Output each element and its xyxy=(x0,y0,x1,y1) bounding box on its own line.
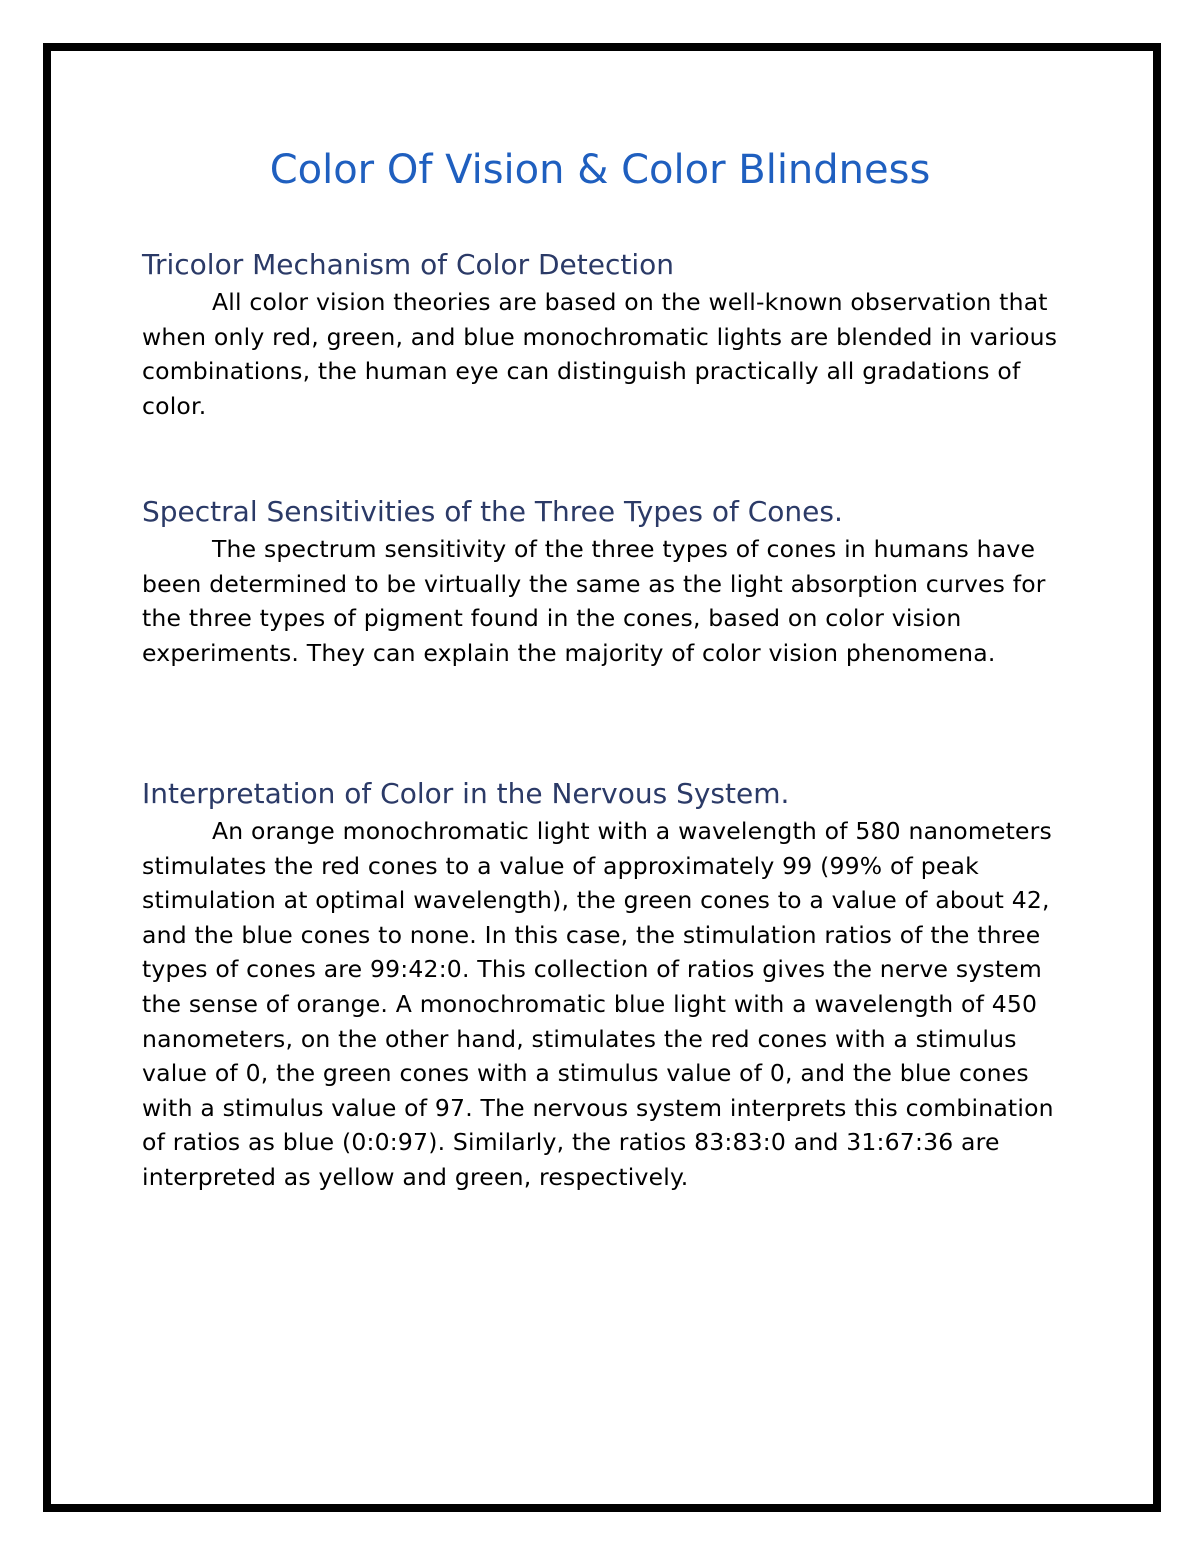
section-body: All color vision theories are based on the well-known observation that when only red, green, and blue monochromatic lights are blended in various combinations, the human eye can distinguish practically all gradations of color. xyxy=(142,288,1058,420)
section-color-interpretation xyxy=(142,774,1062,1195)
section-heading: Tricolor Mechanism of Color Detection xyxy=(142,248,675,281)
section-heading: Interpretation of Color in the Nervous System. xyxy=(142,777,790,810)
section-spectral-sensitivities xyxy=(142,492,1062,670)
section-heading: Spectral Sensitivities of the Three Types of Cones. xyxy=(142,495,843,528)
section-tricolor-mechanism xyxy=(142,245,1062,423)
document-title: Color Of Vision & Color Blindness xyxy=(269,147,931,193)
section-body: The spectrum sensitivity of the three types of cones in humans have been determined to be virtually the same as the light absorption curves for the three types of pigment found in the cones, based on color vision experiments. They can explain the majority of color vision phenomena. xyxy=(142,535,1046,667)
section-body: An orange monochromatic light with a wavelength of 580 nanometers stimulates the red cones to a value of approximately 99 (99% of peak stimulation at optimal wavelength), the green cones to a value of about 42, and the blue cones to none. In this case, the stimulation ratios of the three types of cones are 99:42:0. This collection of ratios gives the nerve system the sense of orange. A monochromatic blue light with a wavelength of 450 nanometers, on the other hand, stimulates the red cones with a stimulus value of 0, the green cones with a stimulus value of 0, and the blue cones with a stimulus value of 97. The nervous system interprets this combination of ratios as blue (0:0:97). Similarly, the ratios 83:83:0 and 31:67:36 are interpreted as yellow and green, respectively. xyxy=(142,817,1054,1191)
